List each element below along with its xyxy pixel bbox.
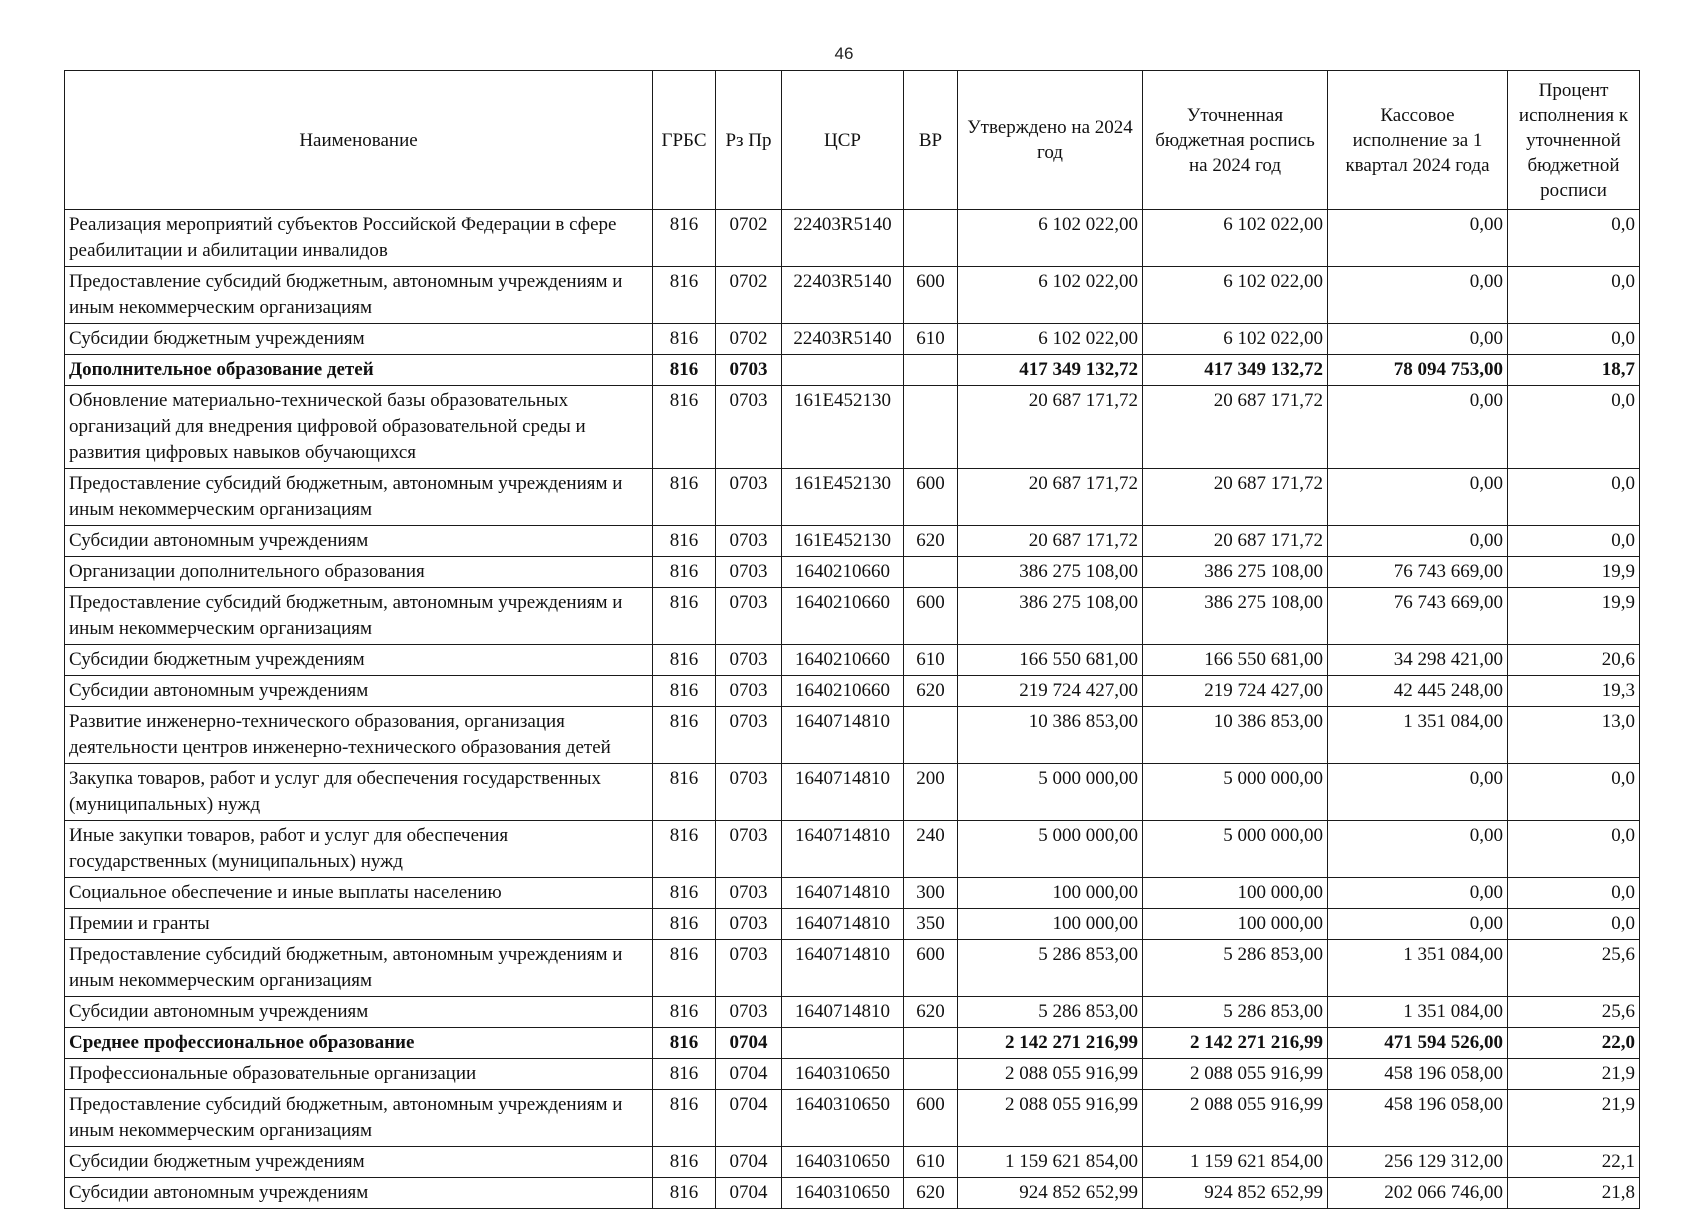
- cell-cash: 42 445 248,00: [1328, 676, 1508, 707]
- cell-vr: 610: [904, 324, 958, 355]
- cell-percent: 21,9: [1508, 1090, 1640, 1147]
- cell-approved: 386 275 108,00: [958, 557, 1143, 588]
- cell-approved: 2 088 055 916,99: [958, 1090, 1143, 1147]
- cell-cash: 34 298 421,00: [1328, 645, 1508, 676]
- cell-rzpr: 0703: [716, 997, 782, 1028]
- cell-percent: 0,0: [1508, 764, 1640, 821]
- table-row: [65, 469, 1640, 526]
- cell-approved: 6 102 022,00: [958, 210, 1143, 267]
- cell-approved: 166 550 681,00: [958, 645, 1143, 676]
- cell-vr: 350: [904, 909, 958, 940]
- cell-grbs: 816: [653, 386, 716, 469]
- cell-csr: [782, 1028, 904, 1059]
- cell-grbs: 816: [653, 1178, 716, 1209]
- cell-refined: 5 286 853,00: [1143, 940, 1328, 997]
- cell-rzpr: 0703: [716, 940, 782, 997]
- header-row: [65, 71, 1640, 210]
- cell-name: Субсидии бюджетным учреждениям: [65, 324, 653, 355]
- cell-grbs: 816: [653, 1059, 716, 1090]
- cell-percent: 22,0: [1508, 1028, 1640, 1059]
- cell-percent: 20,6: [1508, 645, 1640, 676]
- cell-name: Социальное обеспечение и иные выплаты населению: [65, 878, 653, 909]
- cell-refined: 1 159 621 854,00: [1143, 1147, 1328, 1178]
- cell-percent: 0,0: [1508, 210, 1640, 267]
- cell-csr: 161E452130: [782, 386, 904, 469]
- cell-vr: 600: [904, 267, 958, 324]
- cell-csr: 1640210660: [782, 645, 904, 676]
- cell-name: Субсидии бюджетным учреждениям: [65, 1147, 653, 1178]
- cell-vr: 240: [904, 821, 958, 878]
- cell-grbs: 816: [653, 940, 716, 997]
- table-row: [65, 324, 1640, 355]
- cell-name: Обновление материально-технической базы образовательных организаций для внедрения цифровой образовательной среды и развития цифровых навыков обучающихся: [65, 386, 653, 469]
- cell-approved: 417 349 132,72: [958, 355, 1143, 386]
- col-header-name: Наименование: [65, 71, 653, 210]
- cell-grbs: 816: [653, 588, 716, 645]
- cell-rzpr: 0703: [716, 469, 782, 526]
- cell-grbs: 816: [653, 821, 716, 878]
- table-row: [65, 355, 1640, 386]
- cell-vr: 600: [904, 1090, 958, 1147]
- cell-rzpr: 0703: [716, 645, 782, 676]
- col-header-grbs: ГРБС: [653, 71, 716, 210]
- cell-refined: 20 687 171,72: [1143, 526, 1328, 557]
- col-header-cash: Кассовое исполнение за 1 квартал 2024 года: [1328, 71, 1508, 210]
- cell-name: Иные закупки товаров, работ и услуг для обеспечения государственных (муниципальных) нужд: [65, 821, 653, 878]
- cell-approved: 6 102 022,00: [958, 324, 1143, 355]
- cell-vr: 620: [904, 1178, 958, 1209]
- cell-percent: 13,0: [1508, 707, 1640, 764]
- cell-csr: 1640210660: [782, 676, 904, 707]
- cell-refined: 6 102 022,00: [1143, 324, 1328, 355]
- cell-cash: 0,00: [1328, 821, 1508, 878]
- cell-vr: 620: [904, 676, 958, 707]
- cell-vr: 300: [904, 878, 958, 909]
- cell-csr: 22403R5140: [782, 324, 904, 355]
- cell-grbs: 816: [653, 469, 716, 526]
- table-row: [65, 557, 1640, 588]
- cell-approved: 20 687 171,72: [958, 469, 1143, 526]
- table-body: [65, 210, 1640, 1209]
- table-row: [65, 526, 1640, 557]
- table-row: [65, 210, 1640, 267]
- cell-csr: 161E452130: [782, 526, 904, 557]
- cell-percent: 0,0: [1508, 469, 1640, 526]
- cell-grbs: 816: [653, 878, 716, 909]
- cell-rzpr: 0704: [716, 1147, 782, 1178]
- cell-grbs: 816: [653, 526, 716, 557]
- table-row: [65, 878, 1640, 909]
- cell-grbs: 816: [653, 1147, 716, 1178]
- table-row: [65, 588, 1640, 645]
- cell-cash: 0,00: [1328, 764, 1508, 821]
- cell-refined: 5 000 000,00: [1143, 764, 1328, 821]
- cell-cash: 0,00: [1328, 526, 1508, 557]
- col-header-rzpr: Рз Пр: [716, 71, 782, 210]
- cell-approved: 924 852 652,99: [958, 1178, 1143, 1209]
- cell-rzpr: 0703: [716, 526, 782, 557]
- cell-cash: 0,00: [1328, 909, 1508, 940]
- cell-rzpr: 0703: [716, 821, 782, 878]
- cell-name: Премии и гранты: [65, 909, 653, 940]
- cell-vr: 200: [904, 764, 958, 821]
- cell-csr: 1640714810: [782, 909, 904, 940]
- cell-cash: 1 351 084,00: [1328, 940, 1508, 997]
- table-row: [65, 821, 1640, 878]
- cell-grbs: 816: [653, 1090, 716, 1147]
- cell-vr: 600: [904, 469, 958, 526]
- table-row: [65, 707, 1640, 764]
- cell-csr: 1640714810: [782, 707, 904, 764]
- cell-grbs: 816: [653, 764, 716, 821]
- cell-rzpr: 0704: [716, 1090, 782, 1147]
- cell-refined: 219 724 427,00: [1143, 676, 1328, 707]
- cell-approved: 20 687 171,72: [958, 386, 1143, 469]
- cell-name: Предоставление субсидий бюджетным, автономным учреждениям и иным некоммерческим организациям: [65, 1090, 653, 1147]
- cell-percent: 0,0: [1508, 267, 1640, 324]
- cell-csr: 1640310650: [782, 1059, 904, 1090]
- cell-name: Субсидии автономным учреждениям: [65, 526, 653, 557]
- cell-approved: 219 724 427,00: [958, 676, 1143, 707]
- cell-cash: 458 196 058,00: [1328, 1059, 1508, 1090]
- cell-name: Организации дополнительного образования: [65, 557, 653, 588]
- cell-grbs: 816: [653, 210, 716, 267]
- cell-cash: 471 594 526,00: [1328, 1028, 1508, 1059]
- cell-name: Предоставление субсидий бюджетным, автономным учреждениям и иным некоммерческим организациям: [65, 588, 653, 645]
- cell-name: Реализация мероприятий субъектов Российской Федерации в сфере реабилитации и абилитации инвалидов: [65, 210, 653, 267]
- cell-vr: [904, 1028, 958, 1059]
- cell-rzpr: 0703: [716, 588, 782, 645]
- cell-grbs: 816: [653, 645, 716, 676]
- cell-approved: 1 159 621 854,00: [958, 1147, 1143, 1178]
- cell-refined: 6 102 022,00: [1143, 210, 1328, 267]
- cell-cash: 1 351 084,00: [1328, 707, 1508, 764]
- cell-grbs: 816: [653, 997, 716, 1028]
- cell-vr: [904, 1059, 958, 1090]
- cell-percent: 19,3: [1508, 676, 1640, 707]
- table-row: [65, 940, 1640, 997]
- cell-vr: [904, 707, 958, 764]
- cell-percent: 19,9: [1508, 588, 1640, 645]
- cell-rzpr: 0704: [716, 1178, 782, 1209]
- cell-cash: 78 094 753,00: [1328, 355, 1508, 386]
- cell-name: Закупка товаров, работ и услуг для обеспечения государственных (муниципальных) нужд: [65, 764, 653, 821]
- cell-cash: 458 196 058,00: [1328, 1090, 1508, 1147]
- cell-name: Субсидии автономным учреждениям: [65, 1178, 653, 1209]
- cell-grbs: 816: [653, 557, 716, 588]
- cell-vr: [904, 557, 958, 588]
- cell-refined: 5 000 000,00: [1143, 821, 1328, 878]
- cell-cash: 0,00: [1328, 267, 1508, 324]
- table-row: [65, 267, 1640, 324]
- cell-vr: [904, 355, 958, 386]
- cell-vr: 610: [904, 1147, 958, 1178]
- budget-table: [64, 70, 1640, 1209]
- cell-cash: 76 743 669,00: [1328, 557, 1508, 588]
- cell-refined: 10 386 853,00: [1143, 707, 1328, 764]
- cell-approved: 5 000 000,00: [958, 821, 1143, 878]
- cell-csr: 1640714810: [782, 878, 904, 909]
- cell-approved: 2 088 055 916,99: [958, 1059, 1143, 1090]
- cell-csr: 22403R5140: [782, 210, 904, 267]
- cell-cash: 0,00: [1328, 210, 1508, 267]
- cell-percent: 0,0: [1508, 878, 1640, 909]
- cell-cash: 0,00: [1328, 469, 1508, 526]
- cell-rzpr: 0703: [716, 764, 782, 821]
- cell-csr: 1640210660: [782, 557, 904, 588]
- cell-approved: 5 286 853,00: [958, 940, 1143, 997]
- cell-name: Субсидии автономным учреждениям: [65, 997, 653, 1028]
- cell-percent: 21,8: [1508, 1178, 1640, 1209]
- table-row: [65, 386, 1640, 469]
- cell-vr: 610: [904, 645, 958, 676]
- cell-approved: 20 687 171,72: [958, 526, 1143, 557]
- cell-cash: 0,00: [1328, 386, 1508, 469]
- cell-csr: [782, 355, 904, 386]
- cell-percent: 0,0: [1508, 526, 1640, 557]
- cell-percent: 19,9: [1508, 557, 1640, 588]
- table-row: [65, 1178, 1640, 1209]
- cell-percent: 0,0: [1508, 324, 1640, 355]
- cell-approved: 386 275 108,00: [958, 588, 1143, 645]
- cell-percent: 21,9: [1508, 1059, 1640, 1090]
- cell-approved: 100 000,00: [958, 909, 1143, 940]
- cell-csr: 1640310650: [782, 1090, 904, 1147]
- cell-refined: 6 102 022,00: [1143, 267, 1328, 324]
- table-row: [65, 1090, 1640, 1147]
- cell-name: Субсидии автономным учреждениям: [65, 676, 653, 707]
- table-row: [65, 997, 1640, 1028]
- cell-approved: 6 102 022,00: [958, 267, 1143, 324]
- table-row: [65, 676, 1640, 707]
- cell-cash: 76 743 669,00: [1328, 588, 1508, 645]
- cell-refined: 100 000,00: [1143, 878, 1328, 909]
- cell-refined: 386 275 108,00: [1143, 588, 1328, 645]
- table-row: [65, 909, 1640, 940]
- cell-cash: 0,00: [1328, 324, 1508, 355]
- cell-csr: 1640310650: [782, 1147, 904, 1178]
- cell-rzpr: 0703: [716, 707, 782, 764]
- cell-refined: 20 687 171,72: [1143, 469, 1328, 526]
- cell-rzpr: 0702: [716, 210, 782, 267]
- cell-vr: [904, 210, 958, 267]
- table-row: [65, 1147, 1640, 1178]
- cell-name: Среднее профессиональное образование: [65, 1028, 653, 1059]
- cell-rzpr: 0704: [716, 1059, 782, 1090]
- cell-refined: 924 852 652,99: [1143, 1178, 1328, 1209]
- cell-csr: 1640310650: [782, 1178, 904, 1209]
- cell-refined: 100 000,00: [1143, 909, 1328, 940]
- cell-percent: 0,0: [1508, 821, 1640, 878]
- cell-csr: 1640210660: [782, 588, 904, 645]
- col-header-vr: ВР: [904, 71, 958, 210]
- cell-grbs: 816: [653, 1028, 716, 1059]
- cell-refined: 417 349 132,72: [1143, 355, 1328, 386]
- cell-grbs: 816: [653, 355, 716, 386]
- cell-refined: 166 550 681,00: [1143, 645, 1328, 676]
- cell-approved: 100 000,00: [958, 878, 1143, 909]
- cell-csr: 1640714810: [782, 997, 904, 1028]
- cell-percent: 25,6: [1508, 997, 1640, 1028]
- cell-name: Предоставление субсидий бюджетным, автономным учреждениям и иным некоммерческим организациям: [65, 469, 653, 526]
- cell-percent: 18,7: [1508, 355, 1640, 386]
- cell-name: Предоставление субсидий бюджетным, автономным учреждениям и иным некоммерческим организациям: [65, 267, 653, 324]
- cell-refined: 2 088 055 916,99: [1143, 1090, 1328, 1147]
- cell-name: Профессиональные образовательные организации: [65, 1059, 653, 1090]
- cell-cash: 1 351 084,00: [1328, 997, 1508, 1028]
- cell-approved: 2 142 271 216,99: [958, 1028, 1143, 1059]
- page-number: 46: [834, 44, 854, 63]
- cell-rzpr: 0703: [716, 909, 782, 940]
- cell-approved: 5 286 853,00: [958, 997, 1143, 1028]
- cell-grbs: 816: [653, 267, 716, 324]
- cell-name: Дополнительное образование детей: [65, 355, 653, 386]
- cell-csr: 1640714810: [782, 940, 904, 997]
- cell-vr: 600: [904, 588, 958, 645]
- cell-name: Субсидии бюджетным учреждениям: [65, 645, 653, 676]
- cell-rzpr: 0703: [716, 355, 782, 386]
- cell-refined: 2 142 271 216,99: [1143, 1028, 1328, 1059]
- cell-refined: 20 687 171,72: [1143, 386, 1328, 469]
- cell-percent: 0,0: [1508, 909, 1640, 940]
- cell-cash: 256 129 312,00: [1328, 1147, 1508, 1178]
- table-row: [65, 764, 1640, 821]
- cell-grbs: 816: [653, 707, 716, 764]
- cell-percent: 25,6: [1508, 940, 1640, 997]
- cell-refined: 386 275 108,00: [1143, 557, 1328, 588]
- table-row: [65, 1028, 1640, 1059]
- cell-grbs: 816: [653, 324, 716, 355]
- cell-refined: 2 088 055 916,99: [1143, 1059, 1328, 1090]
- col-header-csr: ЦСР: [782, 71, 904, 210]
- cell-vr: 620: [904, 997, 958, 1028]
- cell-rzpr: 0703: [716, 676, 782, 707]
- cell-vr: [904, 386, 958, 469]
- cell-cash: 202 066 746,00: [1328, 1178, 1508, 1209]
- cell-csr: 1640714810: [782, 821, 904, 878]
- cell-vr: 620: [904, 526, 958, 557]
- table-row: [65, 645, 1640, 676]
- cell-approved: 10 386 853,00: [958, 707, 1143, 764]
- cell-grbs: 816: [653, 676, 716, 707]
- cell-rzpr: 0703: [716, 878, 782, 909]
- table-row: [65, 1059, 1640, 1090]
- cell-rzpr: 0702: [716, 324, 782, 355]
- cell-refined: 5 286 853,00: [1143, 997, 1328, 1028]
- cell-rzpr: 0703: [716, 386, 782, 469]
- cell-vr: 600: [904, 940, 958, 997]
- col-header-refined: Уточненная бюджетная роспись на 2024 год: [1143, 71, 1328, 210]
- cell-cash: 0,00: [1328, 878, 1508, 909]
- cell-name: Развитие инженерно-технического образования, организация деятельности центров инженерно-технического образования детей: [65, 707, 653, 764]
- cell-csr: 22403R5140: [782, 267, 904, 324]
- cell-rzpr: 0702: [716, 267, 782, 324]
- cell-grbs: 816: [653, 909, 716, 940]
- cell-csr: 1640714810: [782, 764, 904, 821]
- cell-percent: 0,0: [1508, 386, 1640, 469]
- cell-rzpr: 0704: [716, 1028, 782, 1059]
- col-header-percent: Процент исполнения к уточненной бюджетной росписи: [1508, 71, 1640, 210]
- col-header-approved: Утверждено на 2024 год: [958, 71, 1143, 210]
- cell-rzpr: 0703: [716, 557, 782, 588]
- cell-name: Предоставление субсидий бюджетным, автономным учреждениям и иным некоммерческим организациям: [65, 940, 653, 997]
- cell-percent: 22,1: [1508, 1147, 1640, 1178]
- cell-csr: 161E452130: [782, 469, 904, 526]
- cell-approved: 5 000 000,00: [958, 764, 1143, 821]
